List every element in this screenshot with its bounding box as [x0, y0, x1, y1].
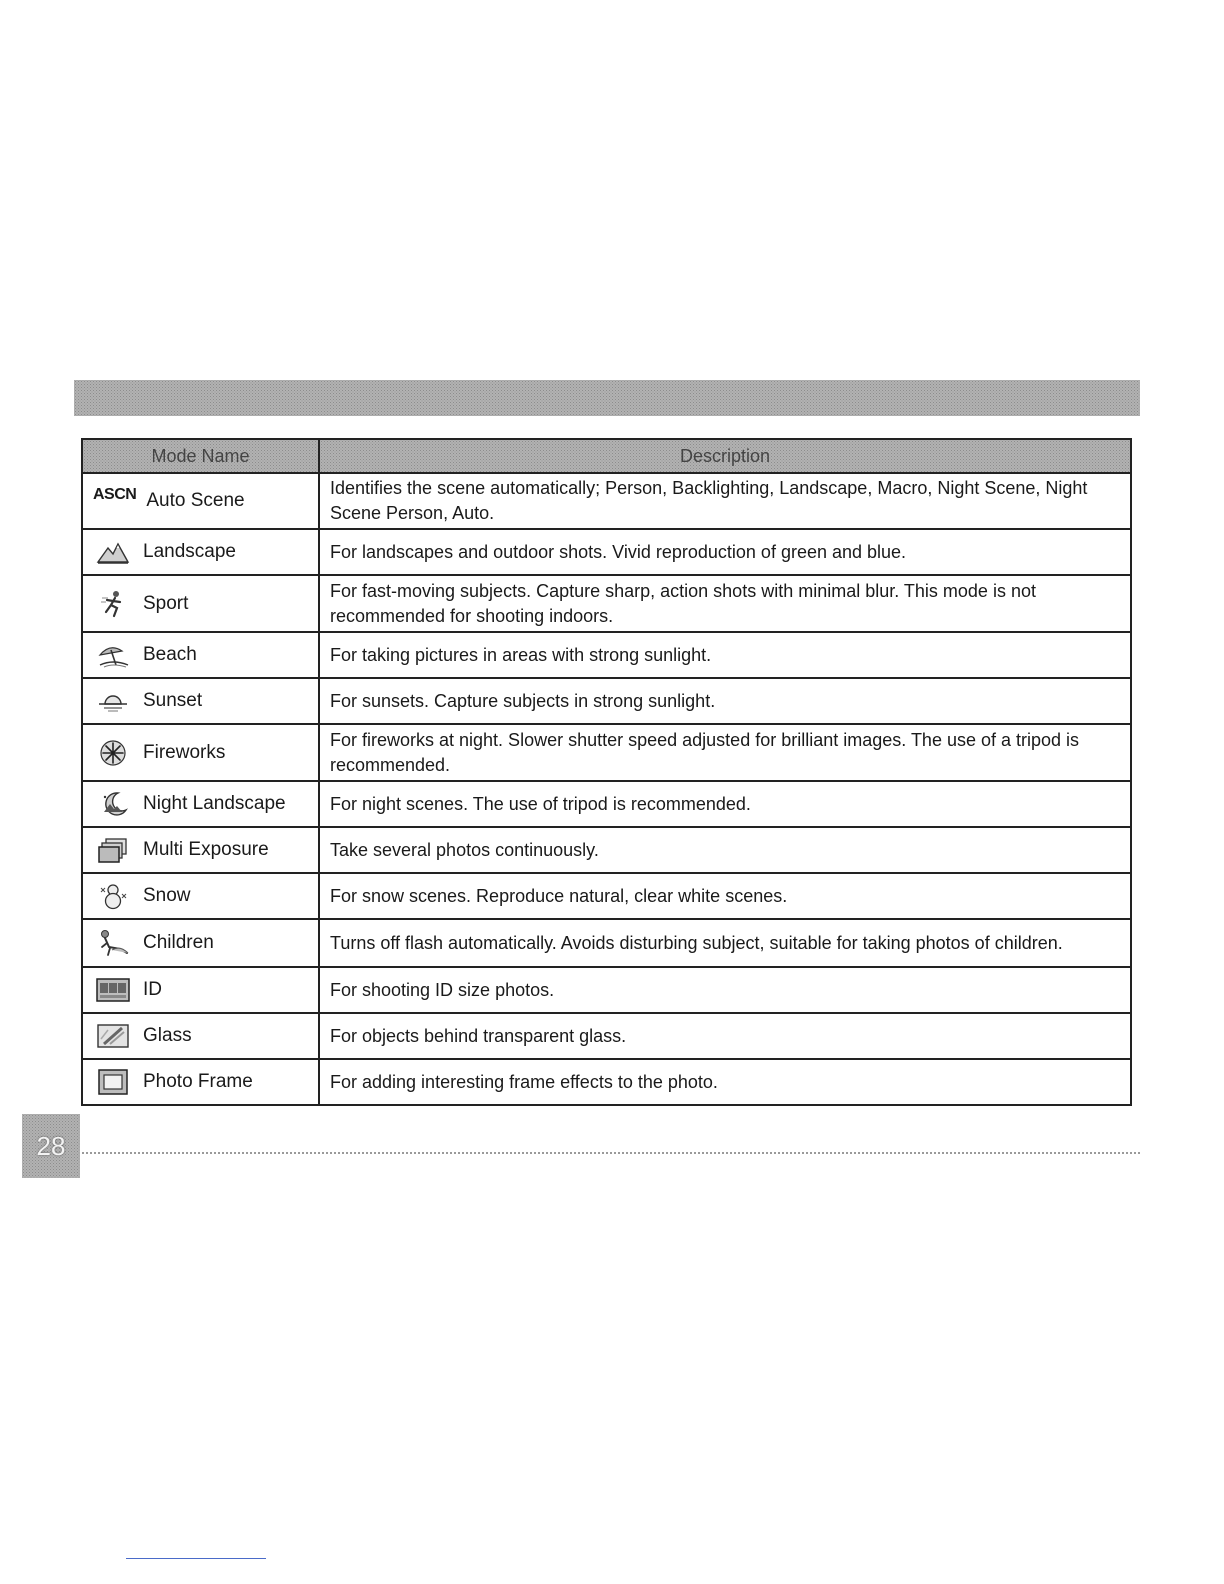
table-row: [82, 827, 1131, 873]
mode-label: Auto Scene: [146, 490, 245, 511]
footnote-divider: [126, 1558, 266, 1559]
mode-cell: [82, 1059, 319, 1105]
ascn-text-icon: ASCN: [93, 486, 137, 503]
mode-cell: [82, 967, 319, 1013]
children-icon: [93, 928, 133, 958]
multi-exposure-icon: [93, 835, 133, 865]
mode-label: Glass: [143, 1025, 192, 1046]
table-row: [82, 873, 1131, 919]
night-landscape-icon: [93, 789, 133, 819]
table-row: [82, 473, 1131, 529]
section-header-band: [74, 380, 1140, 416]
fireworks-icon: [93, 738, 133, 768]
mode-label: Photo Frame: [143, 1071, 253, 1092]
description-cell: Identifies the scene automatically; Person, Backlighting, Landscape, Macro, Night Scene, Night Scene Person, Auto.: [319, 473, 1131, 529]
mode-cell: [82, 529, 319, 575]
glass-icon: [93, 1021, 133, 1051]
description-cell: For fireworks at night. Slower shutter speed adjusted for brilliant images. The use of a tripod is recommended.: [319, 724, 1131, 781]
table-row: [82, 575, 1131, 632]
description-cell: Turns off flash automatically. Avoids disturbing subject, suitable for taking photos of children.: [319, 919, 1131, 967]
description-cell: For objects behind transparent glass.: [319, 1013, 1131, 1059]
mode-cell: [82, 919, 319, 967]
table-row: [82, 724, 1131, 781]
mode-cell: [82, 827, 319, 873]
mode-cell: [82, 632, 319, 678]
table-row: [82, 967, 1131, 1013]
scene-mode-table: [81, 438, 1132, 1106]
mode-label: Fireworks: [143, 741, 226, 763]
description-cell: For sunsets. Capture subjects in strong sunlight.: [319, 678, 1131, 724]
mode-label: Snow: [143, 885, 191, 906]
sunset-icon: [93, 686, 133, 716]
mode-label: ID: [143, 979, 162, 1000]
mode-label: Children: [143, 932, 214, 953]
header-mode-name: Mode Name: [82, 439, 319, 473]
description-cell: For fast-moving subjects. Capture sharp, action shots with minimal blur. This mode is not recommended for shooting indoors.: [319, 575, 1131, 632]
id-icon: [93, 975, 133, 1005]
sport-icon: [93, 589, 133, 619]
mode-cell: [82, 1013, 319, 1059]
description-cell: Take several photos continuously.: [319, 827, 1131, 873]
mode-cell: [82, 473, 319, 529]
mode-label: Sunset: [143, 690, 203, 711]
mode-cell: [82, 575, 319, 632]
mode-label: Night Landscape: [143, 793, 286, 814]
mode-cell: [82, 873, 319, 919]
mode-label: Sport: [143, 592, 189, 614]
mode-cell: [82, 781, 319, 827]
table-row: [82, 781, 1131, 827]
mode-label: Landscape: [143, 541, 236, 562]
table-row: [82, 632, 1131, 678]
description-cell: For shooting ID size photos.: [319, 967, 1131, 1013]
description-cell: For taking pictures in areas with strong sunlight.: [319, 632, 1131, 678]
mode-label: Multi Exposure: [143, 839, 269, 860]
table-row: [82, 678, 1131, 724]
beach-icon: [93, 640, 133, 670]
description-cell: For adding interesting frame effects to the photo.: [319, 1059, 1131, 1105]
description-cell: For landscapes and outdoor shots. Vivid reproduction of green and blue.: [319, 529, 1131, 575]
description-cell: For snow scenes. Reproduce natural, clear white scenes.: [319, 873, 1131, 919]
mode-label: Beach: [143, 644, 197, 665]
page-divider: [82, 1152, 1140, 1154]
mode-cell: [82, 678, 319, 724]
photo-frame-icon: [93, 1067, 133, 1097]
table-row: [82, 1059, 1131, 1105]
mode-cell: [82, 724, 319, 781]
table-row: [82, 1013, 1131, 1059]
landscape-icon: [93, 537, 133, 567]
table-row: [82, 919, 1131, 967]
table-row: [82, 529, 1131, 575]
snow-icon: [93, 881, 133, 911]
description-cell: For night scenes. The use of tripod is recommended.: [319, 781, 1131, 827]
page-number: 28: [22, 1114, 80, 1178]
header-description: Description: [319, 439, 1131, 473]
table-header-row: [82, 439, 1131, 473]
